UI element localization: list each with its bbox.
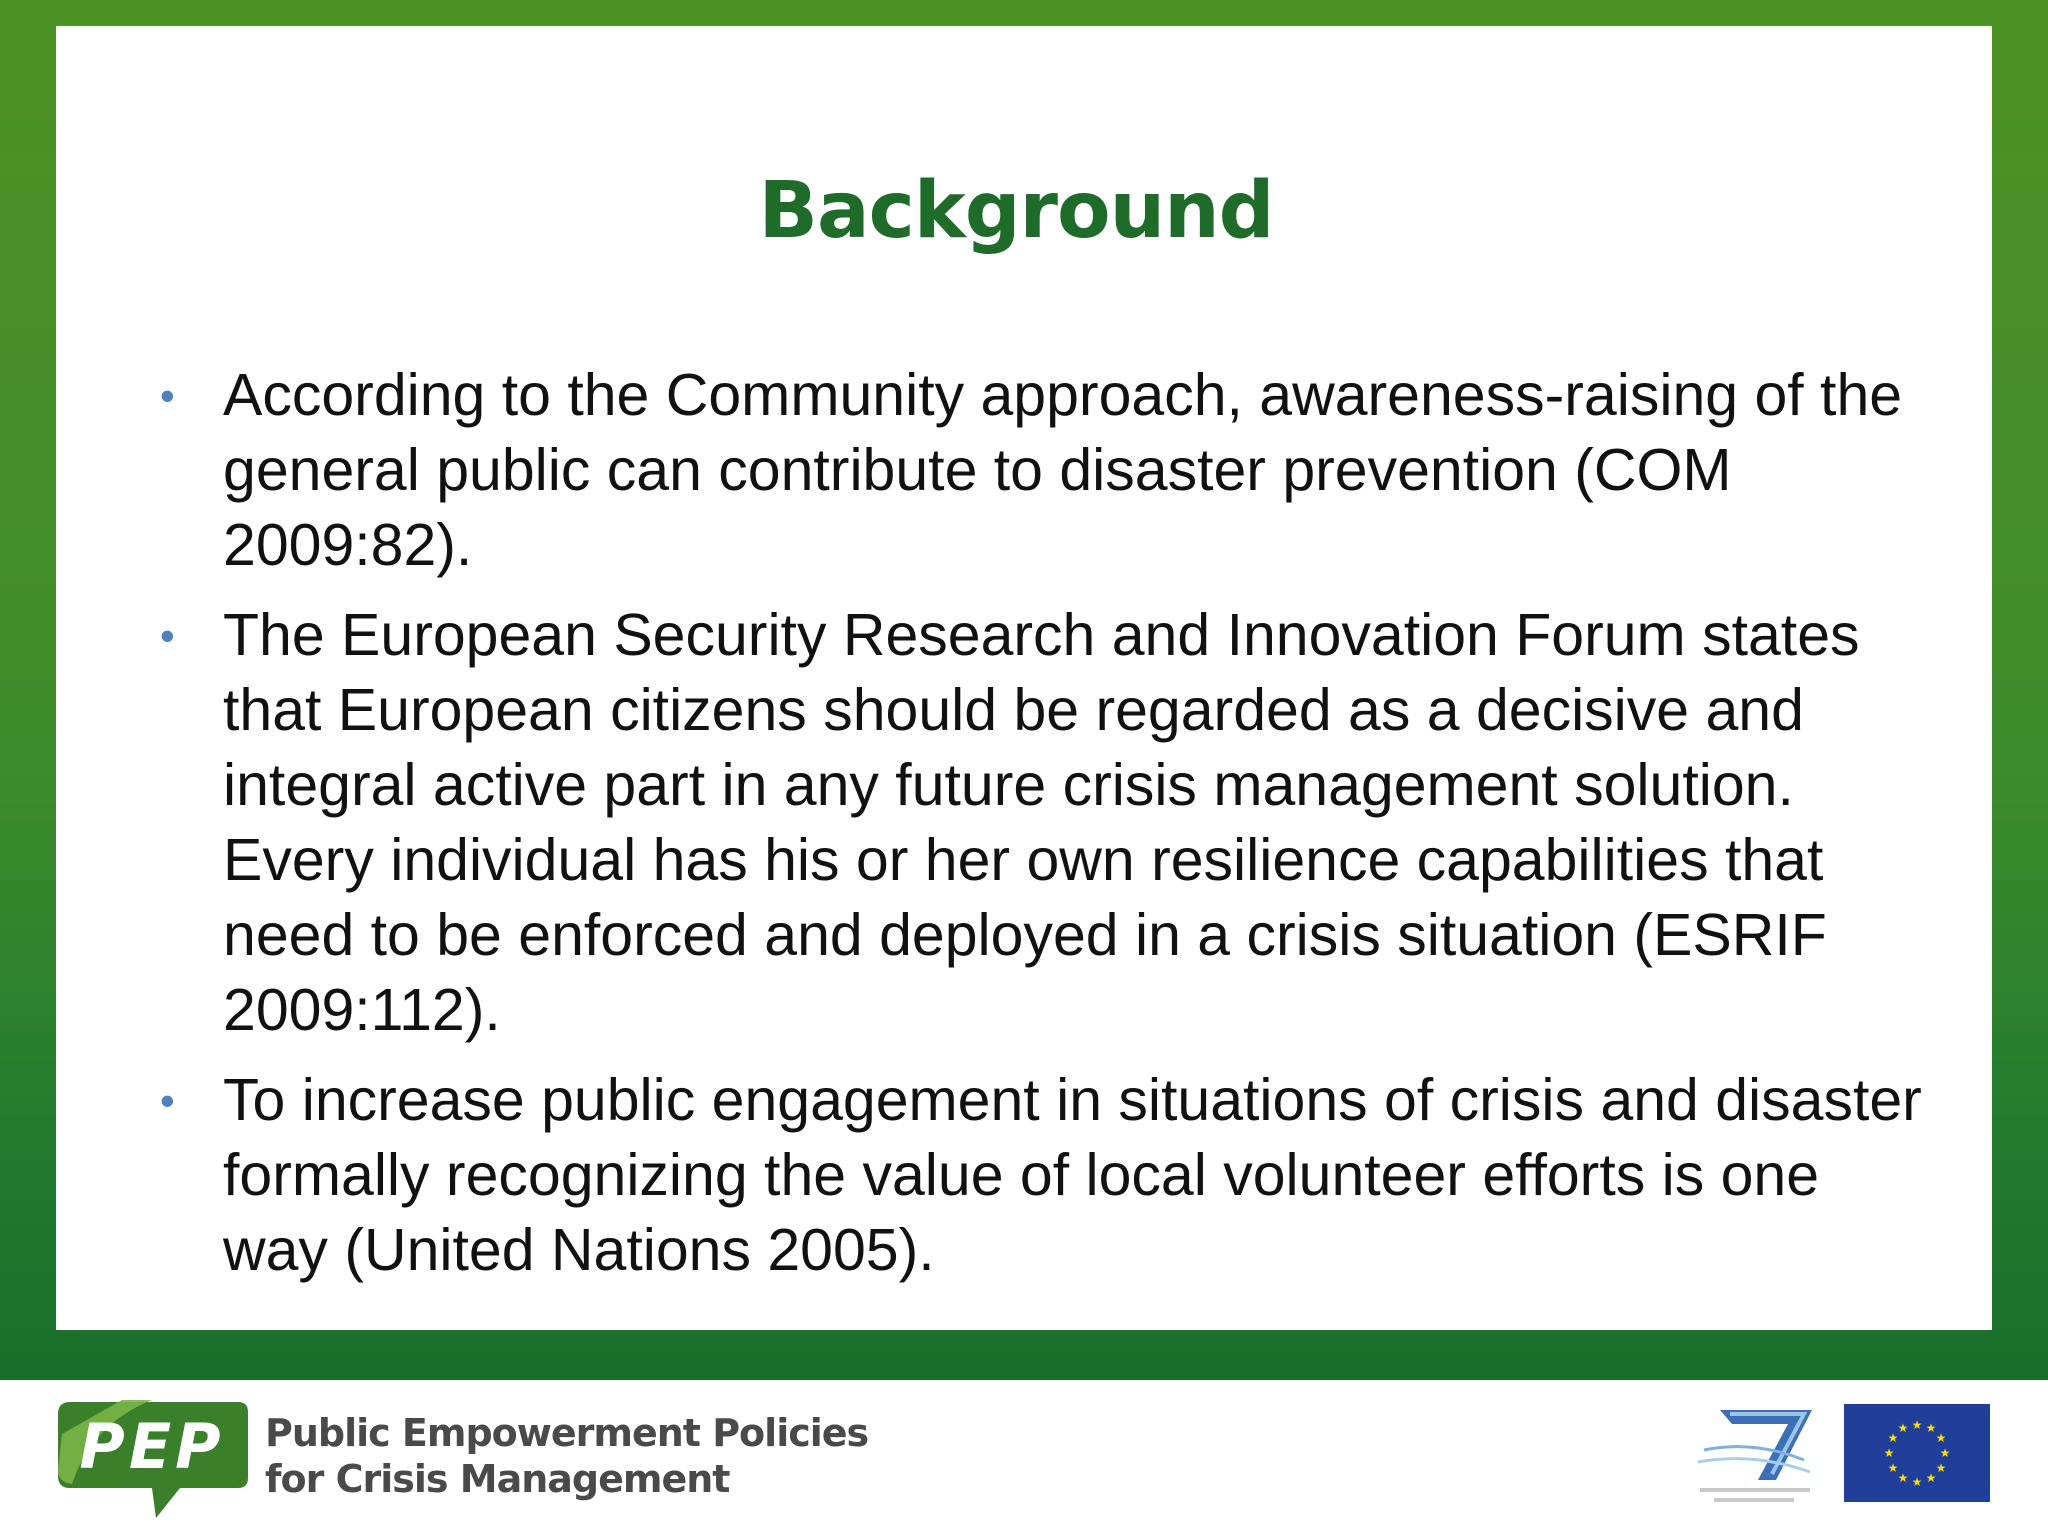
pep-organization-name — [265, 1410, 868, 1502]
svg-text:★: ★ — [1925, 1471, 1937, 1485]
svg-text:★: ★ — [1911, 1418, 1923, 1432]
pep-name-line2: for Crisis Management — [265, 1457, 730, 1501]
svg-text:★: ★ — [1887, 1431, 1899, 1445]
pep-name-line1: Public Empowerment Policies — [265, 1411, 869, 1455]
bullet-text: The European Security Research and Innovation Forum states that European citizens should be regarded as a decisive and integral active part in any future crisis management solution. Every individual has his or her own resilience capabilities that need to be enforced and deployed in a crisis situation (ESRIF 2009:112). — [223, 602, 1860, 1043]
svg-text:★: ★ — [1883, 1446, 1895, 1460]
bullet-dot-icon: • — [160, 372, 175, 419]
pep-logo-letters: PEP — [79, 1410, 225, 1483]
svg-text:★: ★ — [1887, 1461, 1899, 1475]
bullet-list — [150, 358, 1940, 1303]
pep-logo-icon — [52, 1394, 252, 1522]
svg-text:★: ★ — [1897, 1421, 1909, 1435]
bullet-dot-icon: • — [160, 1077, 175, 1124]
bullet-text: According to the Community approach, awareness-raising of the general public can contribute to disaster prevention (COM 2009:82). — [223, 362, 1903, 578]
svg-text:★: ★ — [1935, 1431, 1947, 1445]
bullet-item — [150, 598, 1940, 1048]
svg-text:★: ★ — [1925, 1421, 1937, 1435]
svg-text:★: ★ — [1939, 1446, 1951, 1460]
slide-title: Background — [758, 166, 1274, 256]
bullet-item — [150, 358, 1940, 583]
bullet-item — [150, 1063, 1940, 1288]
svg-text:★: ★ — [1897, 1471, 1909, 1485]
eu-flag-icon — [1844, 1404, 1990, 1502]
svg-text:★: ★ — [1911, 1475, 1923, 1489]
fp7-logo-icon — [1684, 1400, 1824, 1512]
svg-text:★: ★ — [1935, 1461, 1947, 1475]
bullet-text: To increase public engagement in situations of crisis and disaster formally recognizing the value of local volunteer efforts is one way (United Nations 2005). — [223, 1067, 1922, 1283]
bullet-dot-icon: • — [160, 612, 175, 659]
